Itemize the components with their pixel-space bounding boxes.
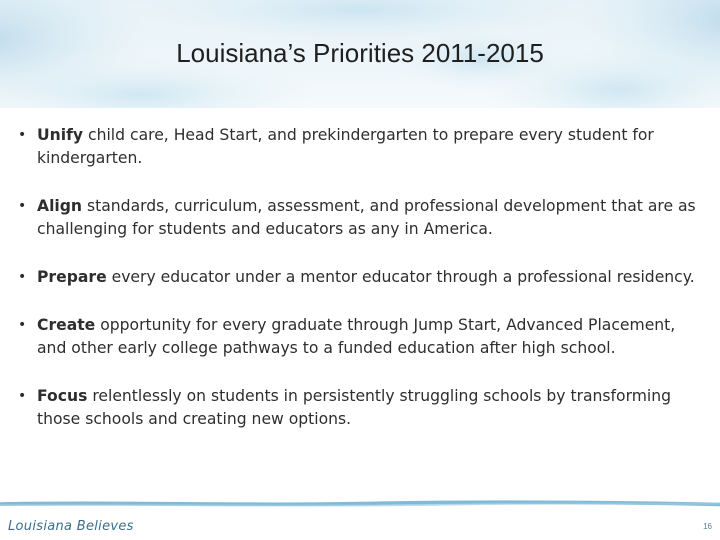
priority-item-prepare xyxy=(18,266,702,289)
priority-text: every educator under a mentor educator through a professional residency. xyxy=(106,268,695,286)
priority-keyword: Unify xyxy=(37,126,84,144)
priority-keyword: Align xyxy=(37,197,83,215)
priority-item-unify xyxy=(18,124,702,170)
priority-text: opportunity for every graduate through Jump Start, Advanced Placement, and other early college pathways to a funded education after high school. xyxy=(37,316,676,357)
priority-item-create xyxy=(18,314,702,360)
bullet-icon: • xyxy=(18,317,27,333)
priority-item-align xyxy=(18,195,702,241)
priority-text: standards, curriculum, assessment, and professional development that are as challenging for students and educators as any in America. xyxy=(37,197,696,238)
page-number: 16 xyxy=(703,522,712,531)
priority-keyword: Prepare xyxy=(37,268,107,286)
footer-divider xyxy=(0,500,720,508)
bullet-icon: • xyxy=(18,198,27,214)
slide-title: Louisiana’s Priorities 2011-2015 xyxy=(176,38,544,68)
bullet-icon: • xyxy=(18,127,27,143)
priority-text: child care, Head Start, and prekindergarten to prepare every student for kindergarten. xyxy=(37,126,654,167)
bullet-icon: • xyxy=(18,269,27,285)
priority-keyword: Focus xyxy=(37,387,88,405)
watercolor-header-band xyxy=(0,0,720,108)
priority-keyword: Create xyxy=(37,316,96,334)
priority-text: relentlessly on students in persistently struggling schools by transforming those schools and creating new options. xyxy=(37,387,672,428)
bullet-icon: • xyxy=(18,388,27,404)
louisiana-believes-logo: Louisiana Believes xyxy=(8,519,134,534)
priority-item-focus xyxy=(18,385,702,431)
priorities-list xyxy=(18,124,702,456)
